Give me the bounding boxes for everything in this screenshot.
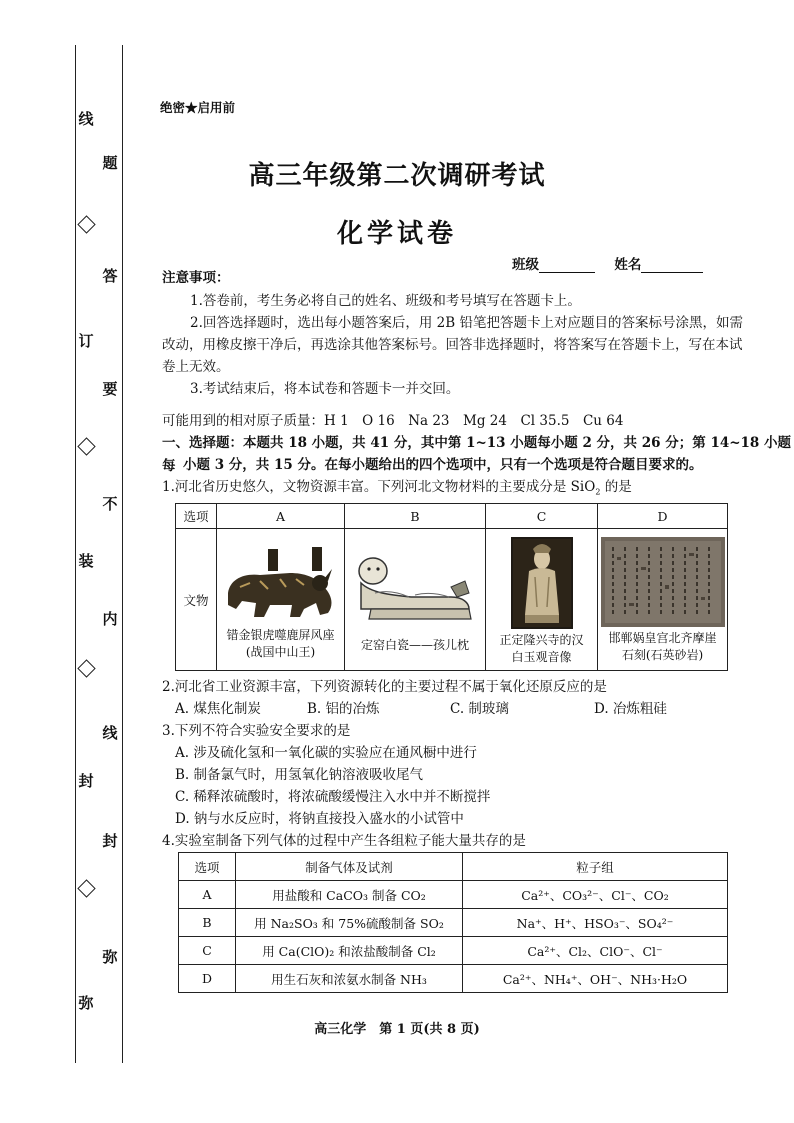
- artifact-cell-a: [217, 529, 345, 671]
- question-1-stem: 1.河北省历史悠久，文物资源丰富。下列河北文物材料的主要成分是 SiO$_2$ 的是: [162, 479, 632, 497]
- binding-char: 线: [78, 110, 94, 128]
- table-header-cell: D: [598, 504, 728, 529]
- table-row: [179, 937, 728, 965]
- option[interactable]: D. 钠与水反应时，将钠直接投入盛水的小试管中: [175, 811, 464, 827]
- subject-title: 化学试卷: [336, 219, 457, 249]
- notes-item: 1.答卷前，考生务必将自己的姓名、班级和考号填写在答题卡上。: [190, 293, 581, 309]
- option[interactable]: C. 制玻璃: [450, 701, 509, 717]
- artifact-cell-c: [486, 529, 598, 671]
- question-3-stem: 3.下列不符合实验安全要求的是: [162, 723, 351, 739]
- class-field[interactable]: [539, 258, 595, 273]
- caption: 邯郸娲皇宫北齐摩崖 石刻(石英砂岩): [608, 631, 717, 662]
- tiger-screen-image: [220, 543, 342, 625]
- name-field[interactable]: [641, 258, 703, 273]
- option[interactable]: B. 铝的冶炼: [307, 701, 380, 717]
- reagent-cell: 用 Na₂SO₃ 和 75%硫酸制备 SO₂: [236, 909, 463, 937]
- reagent-cell: 用生石灰和浓氨水制备 NH₃: [236, 965, 463, 993]
- table-row: [179, 881, 728, 909]
- notes-item: 3.考试结束后，将本试卷和答题卡一并交回。: [190, 381, 460, 397]
- binding-char: 封: [102, 832, 118, 850]
- atomic-masses: 可能用到的相对原子质量：H 1 O 16 Na 23 Mg 24 Cl 35.5 Cu 64: [162, 413, 624, 429]
- caption: 正定隆兴寺的汉 白玉观音像: [499, 633, 584, 664]
- table-row: [179, 965, 728, 993]
- notes-item: 2.回答选择题时，选出每小题答案后，用 2B 铅笔把答题卡上对应题目的答案标号涂黑，如需: [190, 315, 743, 331]
- particles-cell: Na⁺、H⁺、HSO₃⁻、SO₄²⁻: [463, 909, 728, 937]
- notes-heading: 注意事项：: [162, 270, 230, 286]
- q1-table: [175, 503, 728, 671]
- table-row: [176, 529, 728, 671]
- question-4-stem: 4.实验室制备下列气体的过程中产生各组粒子能大量共存的是: [162, 833, 526, 849]
- class-name-fields: [512, 253, 703, 273]
- binding-char: 弥: [102, 948, 118, 966]
- secret-mark: 绝密★启用前: [160, 100, 236, 115]
- table-header-cell: B: [345, 504, 486, 529]
- binding-char: 订: [78, 332, 94, 350]
- binding-char: 弥: [78, 994, 94, 1012]
- section-heading: 一、选择题：本题共 18 小题，共 41 分，其中第 1~13 小题每小题 2 分，共 26 分；第 14~18 小题每: [162, 435, 792, 474]
- option[interactable]: C. 稀释浓硫酸时，将浓硫酸缓慢注入水中并不断搅拌: [175, 789, 491, 805]
- binding-char: 装: [78, 552, 94, 570]
- table-row: [179, 853, 728, 881]
- option-cell: D: [179, 965, 236, 993]
- diamond-icon: [77, 659, 95, 677]
- binding-char: 答: [102, 267, 118, 285]
- binding-char: 封: [78, 772, 94, 790]
- option-cell: B: [179, 909, 236, 937]
- diamond-icon: [77, 879, 95, 897]
- table-header-cell: 制备气体及试剂: [236, 853, 463, 881]
- option[interactable]: A. 煤焦化制炭: [175, 701, 261, 717]
- artifact-cell-d: [598, 529, 728, 671]
- cliff-inscription-image: [601, 537, 725, 627]
- table-header-cell: 选项: [179, 853, 236, 881]
- name-label: 姓名: [614, 257, 642, 273]
- option-cell: A: [179, 881, 236, 909]
- particles-cell: Ca²⁺、CO₃²⁻、Cl⁻、CO₂: [463, 881, 728, 909]
- option[interactable]: D. 冶炼粗硅: [594, 701, 667, 717]
- diamond-icon: [77, 437, 95, 455]
- binding-char: 线: [102, 724, 118, 742]
- jade-guanyin-image: [511, 537, 573, 629]
- q4-table: [178, 852, 728, 993]
- option[interactable]: A. 涉及硫化氢和一氧化碳的实验应在通风橱中进行: [175, 745, 477, 761]
- binding-char: 题: [102, 154, 118, 172]
- option-cell: C: [179, 937, 236, 965]
- table-row: [176, 504, 728, 529]
- option[interactable]: B. 制备氯气时，用氢氧化钠溶液吸收尾气: [175, 767, 424, 783]
- binding-char: 不: [102, 495, 118, 513]
- particles-cell: Ca²⁺、Cl₂、ClO⁻、Cl⁻: [463, 937, 728, 965]
- page-footer: 高三化学 第 1 页(共 8 页): [314, 1022, 480, 1037]
- notes-item: 改动，用橡皮擦干净后，再选涂其他答案标号。回答非选择题时，将答案写在答题卡上，写在本试: [162, 337, 743, 353]
- porcelain-pillow-image: [351, 553, 479, 633]
- table-row: [179, 909, 728, 937]
- exam-title: 高三年级第二次调研考试: [248, 161, 546, 191]
- section-heading: 小题 3 分，共 15 分。在每小题给出的四个选项中，只有一个选项是符合题目要求的。: [183, 457, 703, 473]
- binding-char: 内: [102, 610, 118, 628]
- binding-char: 要: [102, 380, 118, 398]
- notes-item: 卷上无效。: [162, 359, 230, 375]
- binding-line-inner: [122, 45, 123, 1063]
- table-header-cell: A: [217, 504, 345, 529]
- caption: 错金银虎噬鹿屏风座 (战国中山王): [226, 628, 335, 659]
- reagent-cell: 用盐酸和 CaCO₃ 制备 CO₂: [236, 881, 463, 909]
- row-label: 文物: [176, 529, 217, 671]
- table-header-cell: 选项: [176, 504, 217, 529]
- reagent-cell: 用 Ca(ClO)₂ 和浓盐酸制备 Cl₂: [236, 937, 463, 965]
- artifact-cell-b: [345, 529, 486, 671]
- table-header-cell: 粒子组: [463, 853, 728, 881]
- table-header-cell: C: [486, 504, 598, 529]
- class-label: 班级: [512, 257, 539, 273]
- question-2-stem: 2.河北省工业资源丰富，下列资源转化的主要过程不属于氧化还原反应的是: [162, 679, 607, 695]
- caption: 定窑白瓷——孩儿枕: [360, 638, 469, 652]
- particles-cell: Ca²⁺、NH₄⁺、OH⁻、NH₃·H₂O: [463, 965, 728, 993]
